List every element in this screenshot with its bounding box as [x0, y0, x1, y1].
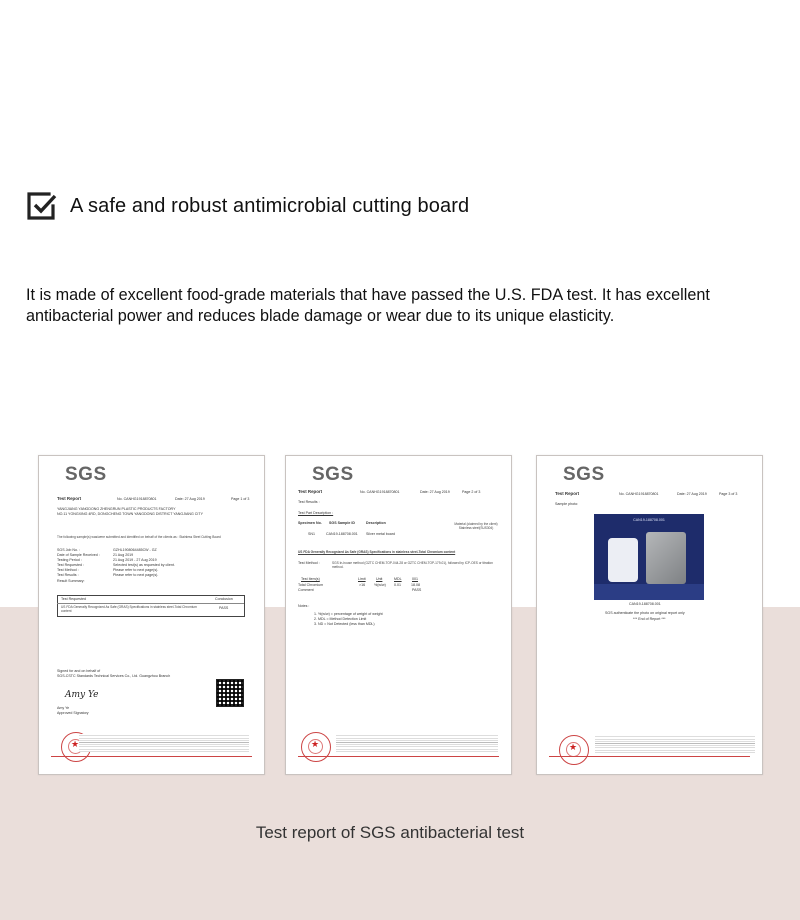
footer-rule [298, 756, 499, 757]
photo-authentic-note: SGS authenticate the photo on original report only [605, 611, 685, 615]
results-cell: Total Chromium [298, 583, 324, 587]
specimen-head: Description [366, 521, 386, 525]
footer-rule [51, 756, 252, 757]
field-value: Selected test(s) as requested by client. [113, 563, 175, 567]
report-title: Test Report [555, 491, 580, 496]
photo-table-surface [594, 584, 704, 600]
signer-title: Approved Signatory [57, 711, 89, 715]
client-address: NO.11 YONGXING 4RD, DONGCHENG TOWN YANGDONG DISTRICT YANGJIANG CITY [57, 512, 203, 516]
note-line: 2. MDL = Method Detection Limit [314, 617, 367, 621]
steel-board-image [646, 532, 686, 584]
field-label: Date of Sample Received : [57, 553, 100, 557]
results-head: Unit [376, 577, 383, 581]
sgs-logo: SGS [312, 464, 354, 485]
field-label: SGS Job No. : [57, 548, 80, 552]
summary-label: Result Summary: [57, 579, 85, 583]
sgs-logo: SGS [65, 464, 107, 485]
results-head: MDL [394, 577, 402, 581]
footer-rule [549, 756, 750, 757]
report-title: Test Report [298, 489, 323, 494]
field-value: 21 Aug 2019 - 27 Aug 2019 [113, 558, 157, 562]
results-cell: %(w/w) [374, 583, 386, 587]
notes-label: Notes : [298, 604, 310, 608]
results-cell: >16 [359, 583, 366, 587]
specimen-head: Specimen No. [298, 521, 322, 525]
product-description: It is made of excellent food-grade materials that have passed the U.S. FDA test. It has excellent antibacterial power and reduces blade damage or wear due to its unique elasticity. [26, 286, 710, 325]
results-head: Limit [358, 577, 366, 581]
part-description-label: Test Part Description : [298, 511, 334, 515]
table-head: Conclusion [215, 597, 233, 601]
end-of-report: *** End of Report *** [633, 617, 666, 621]
specimen-cell: Silver metal board [366, 532, 395, 536]
sgs-logo: SGS [563, 464, 605, 485]
report-number: No. CANHG1918870801 [117, 497, 157, 501]
qr-code-icon [216, 679, 244, 707]
intro-text: The following sample(s) was/were submitted and identified on behalf of the clients as : Stainless Steel Cutting Board [57, 535, 221, 539]
photo-id: CAN19-188708.001 [629, 602, 661, 606]
page-number: Page 2 of 3 [462, 490, 481, 494]
specimen-cell: CAN19-188708.001 [326, 532, 358, 536]
results-cell: 18.08 [411, 583, 420, 587]
field-value: 21 Aug 2019 [113, 553, 134, 557]
signed-label: Signed for and on behalf of [57, 669, 101, 673]
legal-fine-print [336, 734, 498, 752]
report-date: Date: 27 Aug 2019 [420, 490, 450, 494]
results-label: Test Results : [298, 500, 320, 504]
field-value: Please refer to next page(s). [113, 573, 159, 577]
comment-value: PASS [412, 588, 422, 592]
report-date: Date: 27 Aug 2019 [677, 492, 707, 496]
comment-label: Comment [298, 588, 314, 592]
table-divider [57, 603, 244, 604]
report-date: Date: 27 Aug 2019 [175, 497, 205, 501]
page-number: Page 3 of 3 [719, 492, 738, 496]
note-line: 3. ND = Not Detected (less than MDL) [314, 622, 375, 626]
results-cell: 0.01 [394, 583, 401, 587]
specimen-head: SGS Sample ID [329, 521, 355, 525]
signature: Amy Ye [65, 690, 99, 700]
test-report-page-3[interactable] [536, 455, 763, 775]
note-line: 1. %(w/w) = percentage of weight of weight [314, 612, 383, 616]
client-name: YANGJIANG YANGDONG ZHENGRUN PLASTIC PRODUCTS FACTORY [57, 507, 176, 511]
table-head: Test Requested [61, 597, 86, 601]
results-head: 001 [412, 577, 418, 581]
field-label: Testing Period : [57, 558, 82, 562]
sgs-seal-icon: ★ [559, 735, 589, 765]
sgs-seal-icon: ★ [61, 732, 91, 762]
figure-caption: Test report of SGS antibacterial test [255, 823, 525, 842]
photo-label: Sample photo: [555, 502, 579, 506]
field-value: GZHL1908064485CW - GZ [113, 548, 157, 552]
report-title: Test Report [57, 496, 82, 501]
test-report-page-1[interactable] [38, 455, 265, 775]
photo-heading: CAN19-188708.001 [633, 518, 665, 522]
sgs-seal-icon: ★ [301, 732, 331, 762]
specimen-cell: SN1 [308, 532, 315, 536]
results-head: Test Item(s) [301, 577, 320, 581]
signer-name: Amy Ye [57, 706, 70, 710]
section-title: US FDA Generally Recognized As Safe (GRAS) Specifications in stainless steel-Total Chromium content [298, 550, 456, 554]
field-value: Please refer to next page(s). [113, 568, 159, 572]
legal-fine-print [595, 735, 755, 753]
section-heading [26, 190, 469, 222]
method-label: Test Method : [298, 561, 320, 565]
tablet-board-image [608, 538, 638, 582]
heading-text: A safe and robust antimicrobial cutting board [70, 194, 470, 217]
field-label: Test Method : [57, 568, 79, 572]
method-text: SGS In-house method (GZTC CHEM-TOP-044-28 or GZTC CHEM-TOP-179-01), followed by ICP-OES or titration method. [332, 561, 493, 570]
report-number: No. CANHG1918870801 [619, 492, 659, 496]
field-label: Test Requested : [57, 563, 84, 567]
field-label: Test Results : [57, 573, 79, 577]
page-number: Page 1 of 3 [231, 497, 250, 501]
table-cell-result: PASS [219, 606, 229, 610]
report-number: No. CANHG1918870801 [360, 490, 400, 494]
material-note: Material (claimed by the client) Stainless steel(SUS304) [454, 522, 498, 531]
test-report-page-2[interactable] [285, 455, 512, 775]
lab-company: SGS-CSTC Standards Technical Services Co., Ltd. Guangzhou Branch [57, 674, 171, 678]
checkbox-check-icon [26, 190, 58, 222]
legal-fine-print [79, 734, 249, 752]
table-cell: US FDA Generally Recognized As Safe (GRAS) Specifications in stainless steel-Total Chromium content [61, 605, 197, 614]
sample-photo[interactable] [594, 514, 704, 600]
